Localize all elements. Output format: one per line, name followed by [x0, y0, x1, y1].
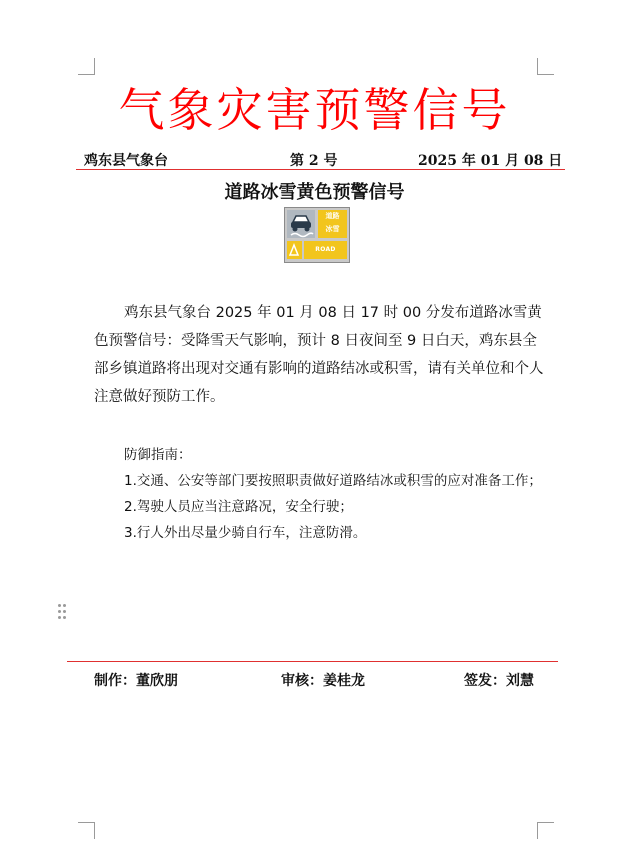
- issue-date: 2025 年 01 月 08 日: [418, 153, 563, 169]
- signal-english-label: ROAD ICING: [304, 241, 347, 259]
- guide-item-1: 1.交通、公安等部门要按照职责做好道路结冰或积雪的应对准备工作；: [124, 473, 542, 489]
- crop-mark-top-right: [537, 58, 554, 75]
- crop-mark-bottom-left: [78, 822, 95, 839]
- signal-label-bottom: 冰雪: [325, 225, 340, 233]
- footer-signed-by: 签发：刘慧: [464, 673, 534, 689]
- guide-list: [94, 468, 544, 546]
- footer-divider: [67, 661, 558, 662]
- footer-made-by: 制作：董欣朋: [94, 673, 178, 689]
- signal-corner-tile: [287, 241, 302, 259]
- header-title: 气象灾害预警信号: [118, 83, 511, 137]
- guide-item-2: 2.驾驶人员应当注意路况，安全行驶；: [124, 499, 353, 515]
- warning-body-paragraph: 鸡东县气象台 2025 年 01 月 08 日 17 时 00 分发布道路冰雪黄色预警信号：受降雪天气影响，预计 8 日夜间至 9 日白天，鸡东县全部乡镇道路将出现对交通有影响的道路结冰或积雪，请有关单位和个人注意做好预防工作。: [94, 305, 544, 405]
- guide-item-3: 3.行人外出尽量少骑自行车，注意防滑。: [124, 525, 367, 541]
- crop-mark-top-left: [78, 58, 95, 75]
- issuing-org: 鸡东县气象台: [84, 153, 168, 169]
- warning-body: [94, 299, 546, 411]
- paragraph-drag-handle-icon[interactable]: [58, 604, 68, 622]
- document-title: 道路冰雪黄色预警信号: [224, 182, 405, 203]
- header-divider: [76, 169, 565, 170]
- crop-mark-bottom-right: [537, 822, 554, 839]
- issue-number: 第 2 号: [290, 153, 338, 169]
- guide-title: 防御指南：: [124, 447, 192, 463]
- road-ice-snow-yellow-signal-icon: [284, 207, 350, 271]
- skidding-car-icon: [287, 210, 315, 238]
- footer-reviewed-by: 审核：姜桂龙: [281, 673, 365, 689]
- signal-label-top: 道路: [325, 212, 340, 220]
- signal-label-panel: [318, 210, 347, 238]
